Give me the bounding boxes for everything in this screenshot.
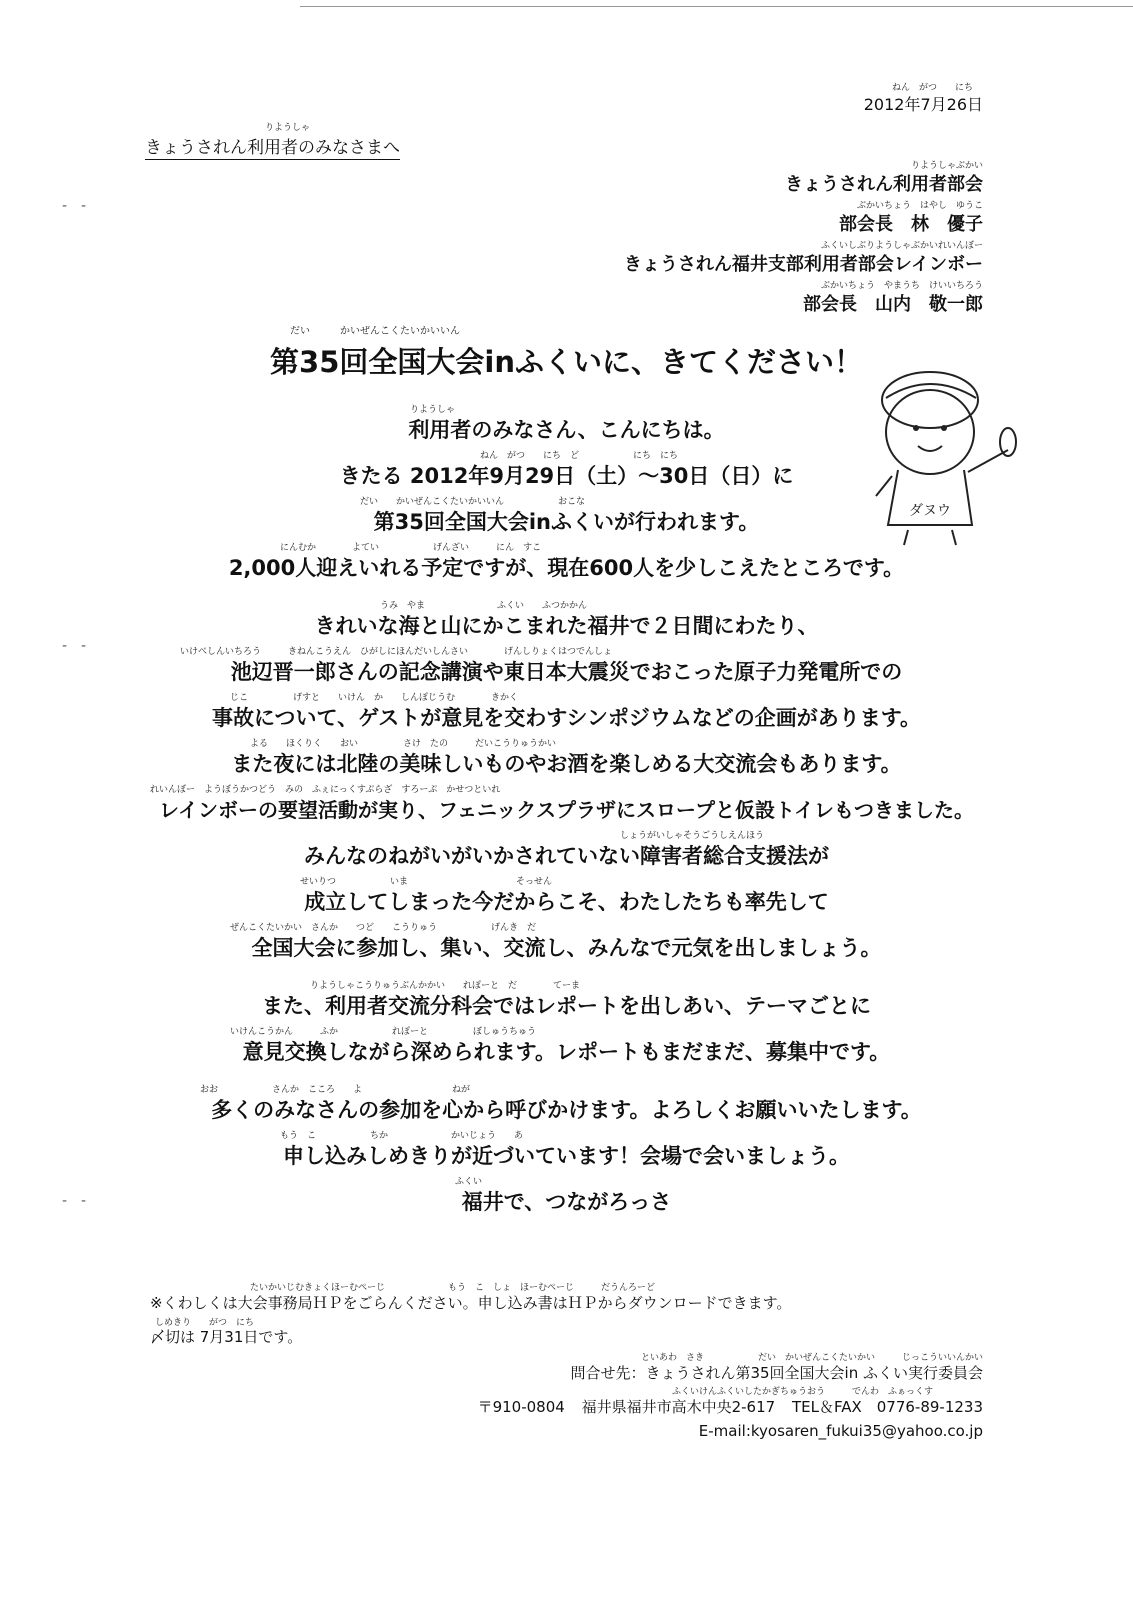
body-ruby-9: れいんぼー ようぼうかつどう みの ふぇにっくすぷらざ すろーぷ かせつといれ xyxy=(150,785,501,795)
scan-mark: - - xyxy=(62,1193,87,1209)
body-ruby-16: もう こ ちか かいじょう あ xyxy=(280,1131,524,1141)
body-line-10: みんなのねがいがいかされていない障害者総合支援法が xyxy=(304,844,829,868)
mascot-label: ダヌウ xyxy=(909,503,951,519)
sender-chair: 部会長 林 優子 xyxy=(839,214,983,235)
tel-fax: TEL＆FAX 0776-89-1233 xyxy=(791,1398,983,1416)
body-ruby-12: ぜんこくたいかい さんか つど こうりゅう げんき だ xyxy=(230,923,537,933)
body-line-14: 意見交換しながら深められます。レポートもまだまだ、募集中です。 xyxy=(242,1040,891,1064)
contact-ruby-2: ふくいけんふくいしたかぎちゅうおう でんわ ふぁっくす xyxy=(671,1387,933,1397)
document-date: 2012年7月26日 xyxy=(863,95,983,114)
footnote-ruby-2: しめきり がつ にち xyxy=(155,1318,255,1328)
body-ruby-5: うみ やま ふくい ふつかかん xyxy=(380,601,588,611)
scan-mark: - - xyxy=(62,638,87,654)
body-ruby-10: しょうがいしゃそうごうしえんほう xyxy=(620,831,765,841)
body-line-5: きれいな海と山にかこまれた福井で２日間にわたり、 xyxy=(314,614,819,638)
body-line-7: 事故について、ゲストが意見を交わすシンポジウムなどの企画があります。 xyxy=(211,706,922,730)
body-line-12: 全国大会に参加し、集い、交流し、みんなで元気を出しましょう。 xyxy=(251,936,882,960)
body-line-2: きたる 2012年9月29日（土）～30日（日）に xyxy=(339,464,794,488)
sender-org: きょうされん利用者部会 xyxy=(785,174,983,195)
sender-ruby-1: りようしゃぶかい xyxy=(910,161,983,171)
body-ruby-2: ねん がつ にち ど にち にち xyxy=(480,451,679,461)
body-line-13: また、利用者交流分科会ではレポートを出しあい、テーマごとに xyxy=(262,994,871,1018)
body-ruby-1: りようしゃ xyxy=(410,405,456,415)
body-line-16: 申し込みしめきりが近づいています！会場で会いましょう。 xyxy=(283,1144,850,1168)
contact-ruby-1: といあわ さき だい かいぜんこくたいかい じっこういいんかい xyxy=(640,1353,983,1363)
body-ruby-14: いけんこうかん ふか れぽーと ぼしゅうちゅう xyxy=(230,1027,537,1037)
body-line-8: また夜には北陸の美味しいものやお酒を楽しめる大交流会もあります。 xyxy=(231,752,902,776)
body-line-9: レインボーの要望活動が実り、フェニックスプラザにスロープと仮設トイレもつきました。 xyxy=(159,798,974,822)
body-ruby-6: いけべしんいちろう きねんこうえん ひがしにほんだいしんさい げんしりょくはつでんしょ xyxy=(180,647,613,657)
body-line-6: 池辺晋一郎さんの記念講演や東日本大震災でおこった原子力発電所での xyxy=(230,660,903,684)
addressee-ruby: りようしゃ xyxy=(265,123,311,133)
sender-ruby-3: ふくいしぶりようしゃぶかいれいんぼー xyxy=(820,241,983,251)
body-line-17: 福井で、つながろっさ xyxy=(461,1190,672,1214)
page-title: 第35回全国大会inふくいに、きてください！ xyxy=(270,345,863,379)
body-ruby-4: にんむか よてい げんざい にん すこ xyxy=(280,543,542,553)
title-ruby: だい かいぜんこくたいかいいん xyxy=(290,326,460,337)
footnote-ruby-1: たいかいじむきょくほーむぺーじ もう こ しょ ほーむぺーじ だうんろーど xyxy=(250,1283,656,1293)
body-ruby-7: じこ げすと いけん か しんぽじうむ きかく xyxy=(230,693,519,703)
body-line-1: 利用者のみなさん、こんにちは。 xyxy=(408,418,725,442)
sender-ruby-2: ぶかいちょう はやし ゆうこ xyxy=(856,201,983,211)
street-address: 福井県福井市高木中央2-617 xyxy=(581,1398,776,1416)
footnote-deadline: 〆切は 7月31日です。 xyxy=(150,1328,303,1346)
body-ruby-3: だい かいぜんこくたいかいいん おこな xyxy=(360,497,586,507)
body-ruby-13: りようしゃこうりゅうぶんかかい れぽーと だ てーま xyxy=(310,981,581,991)
sender-branch-chair: 部会長 山内 敬一郎 xyxy=(803,294,983,315)
scan-edge-line xyxy=(300,6,1133,7)
scan-mark: - - xyxy=(62,198,87,214)
contact-heading: 問合せ先：きょうされん第35回全国大会in ふくい実行委員会 xyxy=(570,1364,983,1382)
contact-address-line xyxy=(478,1396,983,1417)
date-ruby: ねん がつ にち xyxy=(891,83,973,93)
body-ruby-11: せいりつ いま そっせん xyxy=(300,877,553,887)
body-line-4: 2,000人迎えいれる予定ですが、現在600人を少しこえたところです。 xyxy=(228,556,905,580)
body-ruby-17: ふくい xyxy=(455,1177,483,1187)
body-line-3: 第35回全国大会inふくいが行われます。 xyxy=(373,510,760,534)
contact-email[interactable]: E-mail:kyosaren_fukui35@yahoo.co.jp xyxy=(698,1422,983,1440)
body-ruby-15: おお さんか こころ よ ねが xyxy=(200,1085,471,1095)
sender-branch: きょうされん福井支部利用者部会レインボー xyxy=(623,254,983,275)
postal-code: 〒910-0804 xyxy=(477,1398,565,1416)
body-line-11: 成立してしまった今だからこそ、わたしたちも率先して xyxy=(304,890,829,914)
sender-ruby-4: ぶかいちょう やまうち けいいちろう xyxy=(820,281,983,291)
body-ruby-8: よる ほくりく おい さけ たの だいこうりゅうかい xyxy=(250,739,557,749)
body-line-15: 多くのみなさんの参加を心から呼びかけます。よろしくお願いいたします。 xyxy=(211,1098,922,1122)
addressee: きょうされん利用者のみなさまへ xyxy=(145,133,400,160)
footnote-details: ※くわしくは大会事務局ＨＰをごらんください。申し込み書はＨＰからダウンロードできます。 xyxy=(150,1294,792,1312)
